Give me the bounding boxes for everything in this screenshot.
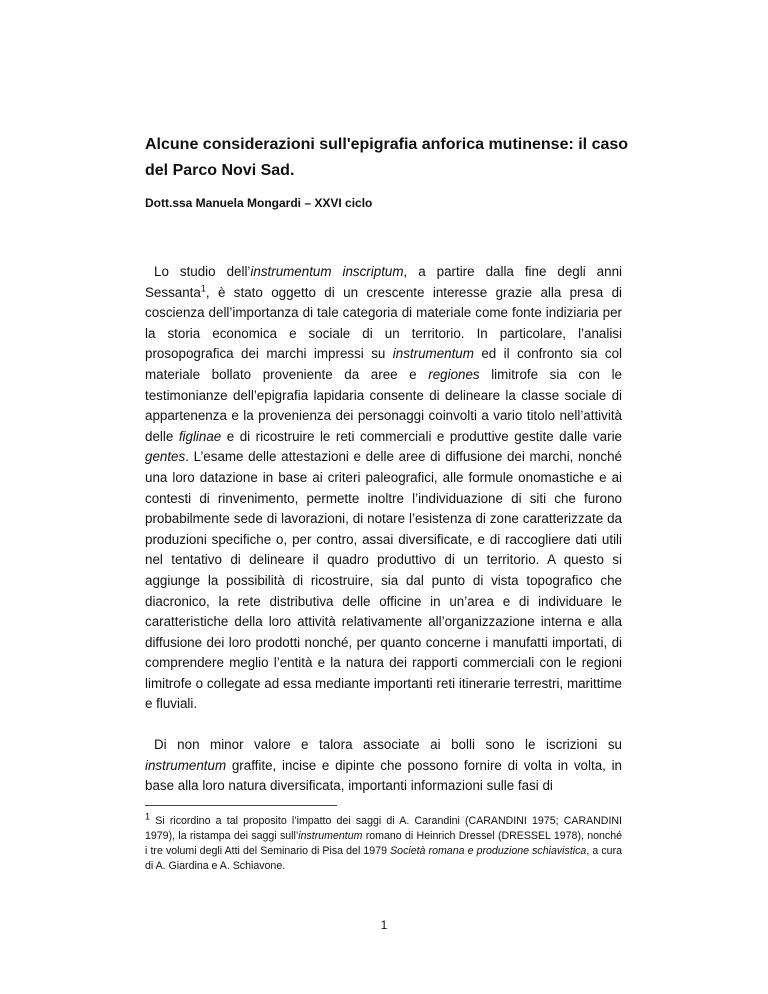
italic-term: gentes bbox=[145, 449, 186, 465]
document-title: Alcune considerazioni sull'epigrafia anforica mutinense: il caso del Parco Novi Sad. bbox=[145, 136, 629, 179]
footnote-reference[interactable]: 1 bbox=[200, 283, 206, 294]
footnote-1 bbox=[145, 811, 622, 874]
text-run: Di non minor valore e talora associate ai bolli sono le iscrizioni su bbox=[154, 737, 622, 752]
text-run: Si ricordino a tal proposito l’impatto dei saggi di A. Carandini (CARANDINI 1975; CARANDINI 1979), la ristampa dei saggi sull’ bbox=[145, 815, 622, 842]
page-number: 1 bbox=[380, 918, 388, 932]
italic-term: instrumentum bbox=[298, 830, 363, 842]
text-run: limitrofe sia con le testimonianze dell’epigrafia lapidaria consente di delineare la classe sociale di appartenenza e la provenienza dei personaggi coinvolti a vario titolo nell’attività delle bbox=[145, 366, 622, 444]
text-run: , a partire dalla fine degli anni Sessanta bbox=[145, 264, 622, 300]
italic-title: Società romana e produzione schiavistica bbox=[390, 845, 587, 857]
text-run: . L’esame delle attestazioni e delle aree di diffusione dei marchi, nonché una loro datazione in base ai criteri paleografici, alle formule onomastiche e ai contesti di rinvenimento, permette inoltre l’individuazione di siti che furono probabilmente sede di lavorazioni, di notare l’esistenza di zone caratterizzate da produzioni specifiche o, per contro, assai diversificate, e di raccogliere dati utili nel tentativo di delineare il quadro produttivo di un territorio. A questo si aggiunge la possibilità di ricostruire, sia dal punto di vista topografico che diacronico, la rete distributiva delle officine in un’area e di individuare le caratteristiche della loro attività relativamente all’organizzazione interna e alla diffusione dei loro prodotti nonché, per quanto concerne i manufatti importati, di comprendere meglio l’entità e la natura dei rapporti commerciali con le regioni limitrofe o collegate ad essa mediante importanti reti itinerarie terrestri, marittime e fluviali. bbox=[145, 449, 622, 712]
footnote-number: 1 bbox=[145, 811, 151, 822]
body-paragraph-2 bbox=[145, 735, 622, 797]
italic-term: figlinae bbox=[178, 428, 222, 444]
text-run: ed il confronto sia col materiale bollato proveniente da aree e bbox=[145, 346, 622, 382]
text-run: graffite, incise e dipinte che possono fornire di volta in volta, in base alla loro natura diversificata, importanti informazioni sulle fasi di bbox=[145, 757, 622, 794]
body-paragraph-1 bbox=[145, 262, 622, 715]
italic-term: instrumentum bbox=[145, 757, 227, 773]
text-run: , a cura di A. Giardina e A. Schiavone. bbox=[145, 845, 622, 872]
italic-term: instrumentum bbox=[392, 346, 474, 362]
author-line: Dott.ssa Manuela Mongardi – XXVI ciclo bbox=[145, 196, 373, 210]
text-run: romano di Heinrich Dressel (DRESSEL 1978), nonché i tre volumi degli Atti del Seminario di Pisa del 1979 bbox=[145, 830, 622, 857]
italic-term: regiones bbox=[428, 366, 480, 382]
italic-term: instrumentum inscriptum bbox=[250, 264, 404, 279]
footnote-separator bbox=[145, 805, 337, 806]
text-run: , è stato oggetto di un crescente interesse grazie alla presa di coscienza dell’importanza di tale categoria di materiale come fonte indiziaria per la storia economica e sociale di un territorio. In particolare, l’analisi prosopografica dei marchi impressi su bbox=[145, 284, 622, 362]
text-run: Lo studio dell’ bbox=[154, 264, 251, 279]
text-run: e di ricostruire le reti commerciali e produttive gestite dalle varie bbox=[221, 428, 623, 444]
